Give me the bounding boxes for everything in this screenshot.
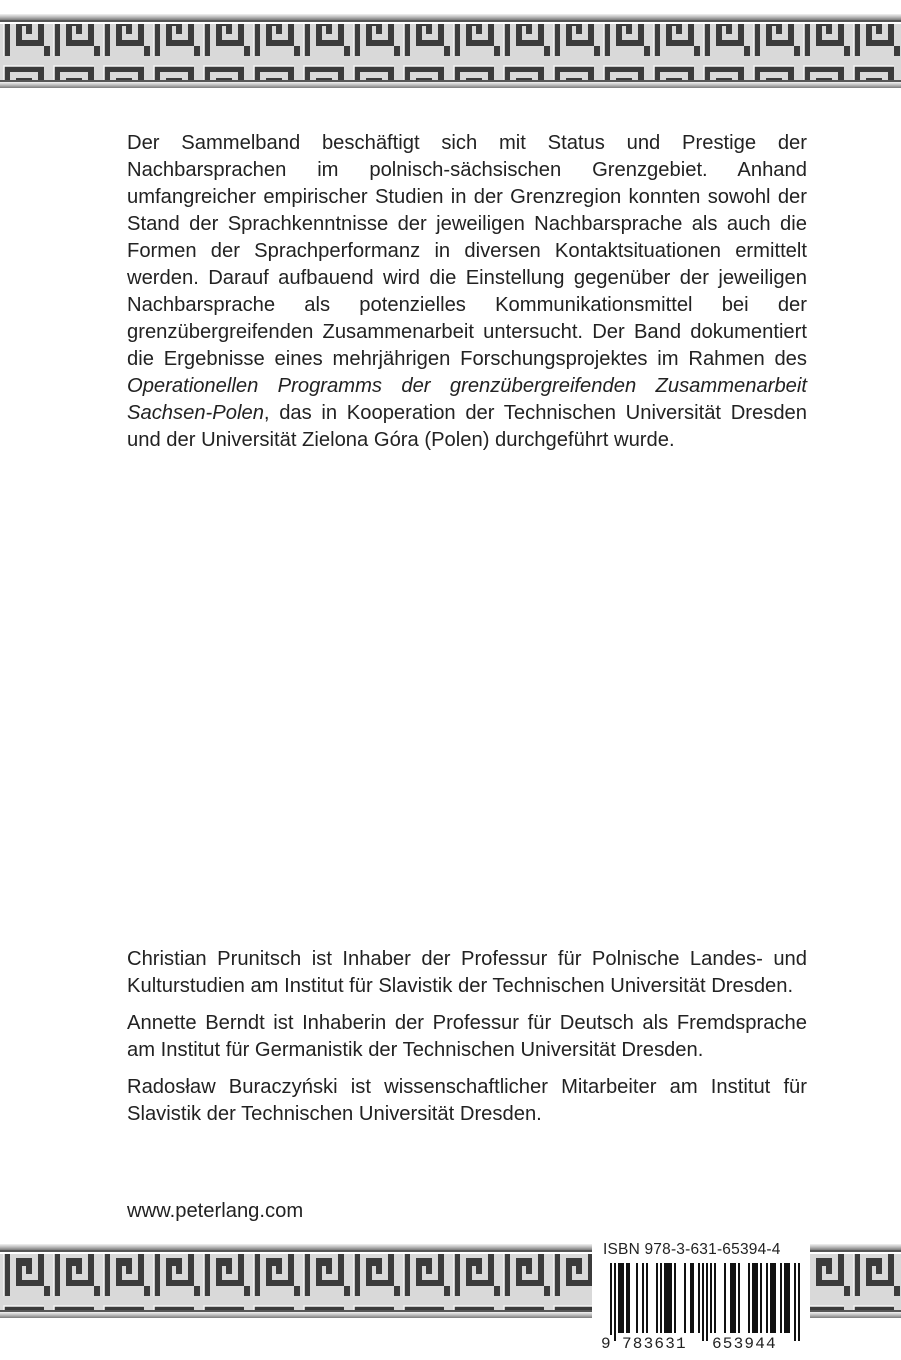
barcode-bar [706,1263,708,1341]
barcode-bar [692,1263,694,1333]
ean-barcode [600,1263,800,1343]
barcode-bar [614,1263,616,1341]
barcode-bar [618,1263,620,1333]
barcode-bar [780,1263,782,1333]
barcode-bar [724,1263,726,1333]
barcode-bar [622,1263,624,1333]
barcode-bar [656,1263,658,1333]
barcode-bar [788,1263,790,1333]
barcode-bar [610,1263,612,1341]
barcode-bar [748,1263,750,1333]
barcode-bar [730,1263,732,1333]
barcode-bar [660,1263,662,1333]
barcode-bar [646,1263,648,1333]
barcode-bar [772,1263,774,1333]
author-bio-berndt: Annette Berndt ist Inhaberin der Professur für Deutsch als Fremdsprache am Institut für Germanistik der Technischen Universität Dresden. [127,1012,807,1061]
barcode-bar [754,1263,756,1333]
barcode-bar [642,1263,644,1333]
barcode-bar [666,1263,668,1333]
author-bio-buraczynski: Radosław Buraczyński ist wissenschaftlicher Mitarbeiter am Institut für Slavistik der Technischen Universität Dresden. [127,1076,807,1125]
barcode-bar [702,1263,704,1341]
description-text-part1: Der Sammelband beschäftigt sich mit Status und Prestige der Nachbarsprachen im polnisch-sächsischen Grenzgebiet. Anhand umfangreicher empirischer Studien in der Grenzregion konnten sowohl der Stand der Sprachkenntnisse der jeweiligen Nachbarsprache als auch die Formen der Sprachperformanz in diversen Kontaktsituationen ermittelt werden. Darauf aufbauend wird die Einstellung gegenüber der jeweiligen Nachbarsprache als potenzielles Kommunikationsmittel bei der grenzübergreifenden Zusammenarbeit untersucht. Der Band dokumentiert die Ergebnisse eines mehrjährigen Forschungsprojektes im Rahmen des [127,132,807,370]
ean-first-digit: 9 [601,1335,612,1353]
barcode-bar [786,1263,788,1333]
isbn-label: ISBN 978-3-631-65394-4 [603,1241,781,1258]
description-program-title: Operationellen Programms der grenzübergreifenden Zusammenarbeit Sachsen-Polen [127,375,807,424]
barcode-bar [738,1263,740,1333]
barcode-bar [798,1263,800,1341]
barcode-bar [770,1263,772,1333]
barcode-bar [714,1263,716,1333]
barcode-bar [794,1263,796,1341]
barcode-bar [774,1263,776,1333]
ean-right-digits: 653944 [712,1335,777,1353]
book-description [127,130,807,454]
publisher-website: www.peterlang.com [127,1200,304,1222]
barcode-bar [734,1263,736,1333]
barcode-bar [732,1263,734,1333]
barcode-bar [684,1263,686,1333]
barcode-bar [766,1263,768,1333]
barcode-bar [664,1263,666,1333]
barcode-bar [698,1263,700,1333]
barcode-bar [690,1263,692,1333]
barcode-bar [636,1263,638,1333]
barcode-bar [670,1263,672,1333]
barcode-bar [752,1263,754,1333]
ean-left-digits: 783631 [622,1335,687,1353]
barcode-bar [756,1263,758,1333]
barcode-bar [668,1263,670,1333]
barcode-bar [674,1263,676,1333]
author-bio-prunitsch: Christian Prunitsch ist Inhaber der Professur für Polnische Landes- und Kulturstudien am Institut für Slavistik der Technischen Universität Dresden. [127,948,807,997]
description-text-part2: , das in Kooperation der Technischen Universität Dresden und der Universität Zielona Góra (Polen) durchgeführt wurde. [127,402,807,451]
barcode-bar [626,1263,628,1333]
barcode-bar [620,1263,622,1333]
barcode-bar [628,1263,630,1333]
barcode-bar [760,1263,762,1333]
top-meander-border [0,0,901,96]
barcode-bar [710,1263,712,1333]
barcode-bar [784,1263,786,1333]
author-bios [127,946,807,1138]
